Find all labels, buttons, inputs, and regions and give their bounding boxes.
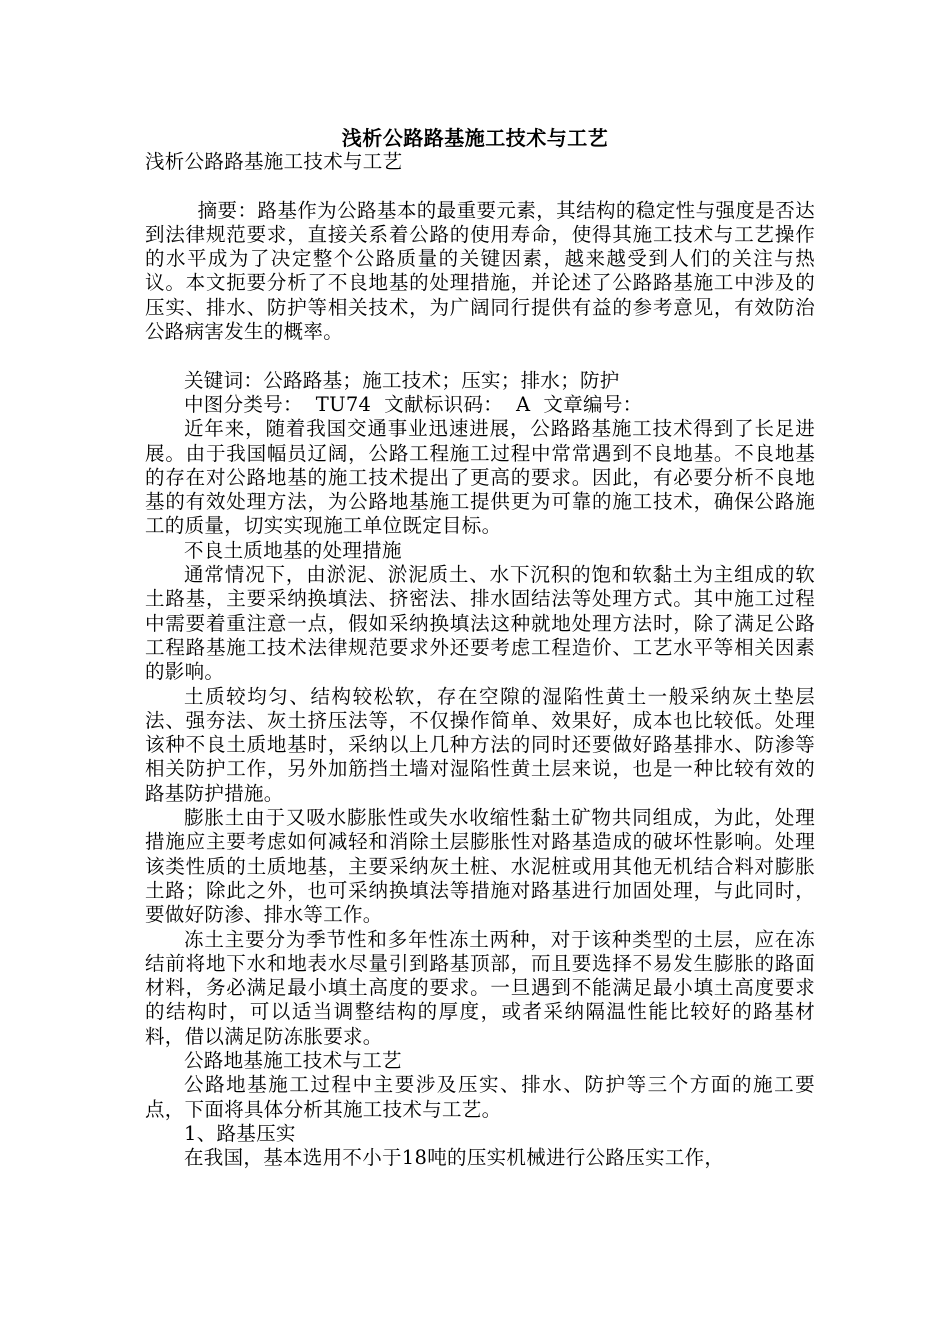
subsection-heading-compaction: 1、路基压实 [184, 1121, 296, 1145]
classification-line: 中图分类号： TU74 文献标识码： A 文章编号： [184, 392, 643, 416]
expansive-soil-paragraph: 膨胀土由于又吸水膨胀性或失水收缩性黏土矿物共同组成，为此，处理措施应主要考虑如何减轻和消除土层膨胀性对路基造成的破坏性影响。处理该类性质的土质地基，主要采纳灰土桩、水泥桩或用其他无机结合料对膨胀土路；除此之外，也可采纳换填法等措施对路基进行加固处理，与此同时，要做好防渗、排水等工作。 [145, 806, 815, 927]
compaction-paragraph: 在我国，基本选用不小于18吨的压实机械进行公路压实工作， [184, 1146, 725, 1170]
document-title: 浅析公路路基施工技术与工艺 [341, 126, 609, 150]
section-heading-poor-soil: 不良土质地基的处理措施 [184, 538, 402, 562]
soft-soil-paragraph: 通常情况下，由淤泥、淤泥质土、水下沉积的饱和软黏土为主组成的软土路基，主要采纳换填法、挤密法、排水固结法等处理方式。其中施工过程中需要着重注意一点，假如采纳换填法这种就地处理方法时，除了满足公路工程路基施工技术法律规范要求外还要考虑工程造价、工艺水平等相关因素的影响。 [145, 563, 815, 684]
blank-line [145, 174, 815, 198]
blank-line [145, 344, 815, 368]
intro-paragraph: 近年来，随着我国交通事业迅速进展，公路路基施工技术得到了长足进展。由于我国幅员辽阔，公路工程施工过程中常常遇到不良地基。不良地基的存在对公路地基的施工技术提出了更高的要求。因此，有必要分析不良地基的有效处理方法，为公路地基施工提供更为可靠的施工技术，确保公路施工的质量，切实实现施工单位既定目标。 [145, 417, 815, 538]
loess-paragraph: 土质较均匀、结构较松软，存在空隙的湿陷性黄土一般采纳灰土垫层法、强夯法、灰土挤压法等，不仅操作简单、效果好，成本也比较低。处理该种不良土质地基时，采纳以上几种方法的同时还要做好路基排水、防渗等相关防护工作，另外加筋挡土墙对湿陷性黄土层来说，也是一种比较有效的路基防护措施。 [145, 684, 815, 805]
frozen-soil-paragraph: 冻土主要分为季节性和多年性冻土两种，对于该种类型的土层，应在冻结前将地下水和地表水尽量引到路基顶部，而且要选择不易发生膨胀的路面材料，务必满足最小填土高度的要求。一旦遇到不能满足最小填土高度要求的结构时，可以适当调整结构的厚度，或者采纳隔温性能比较好的路基材料，借以满足防冻胀要求。 [145, 927, 815, 1048]
construction-intro-paragraph: 公路地基施工过程中主要涉及压实、排水、防护等三个方面的施工要点，下面将具体分析其施工技术与工艺。 [145, 1073, 815, 1121]
document-body [145, 150, 815, 1170]
section-heading-construction: 公路地基施工技术与工艺 [184, 1048, 402, 1072]
keywords-line: 关键词：公路路基；施工技术；压实；排水；防护 [184, 368, 620, 392]
abstract-paragraph: 摘要：路基作为公路基本的最重要元素，其结构的稳定性与强度是否达到法律规范要求，直接关系着公路的使用寿命，使得其施工技术与工艺操作的水平成为了决定整个公路质量的关键因素，越来越受到人们的关注与热议。本文扼要分析了不良地基的处理措施，并论述了公路路基施工中涉及的压实、排水、防护等相关技术，为广阔同行提供有益的参考意见，有效防治公路病害发生的概率。 [145, 198, 815, 344]
document-subtitle: 浅析公路路基施工技术与工艺 [145, 150, 403, 173]
